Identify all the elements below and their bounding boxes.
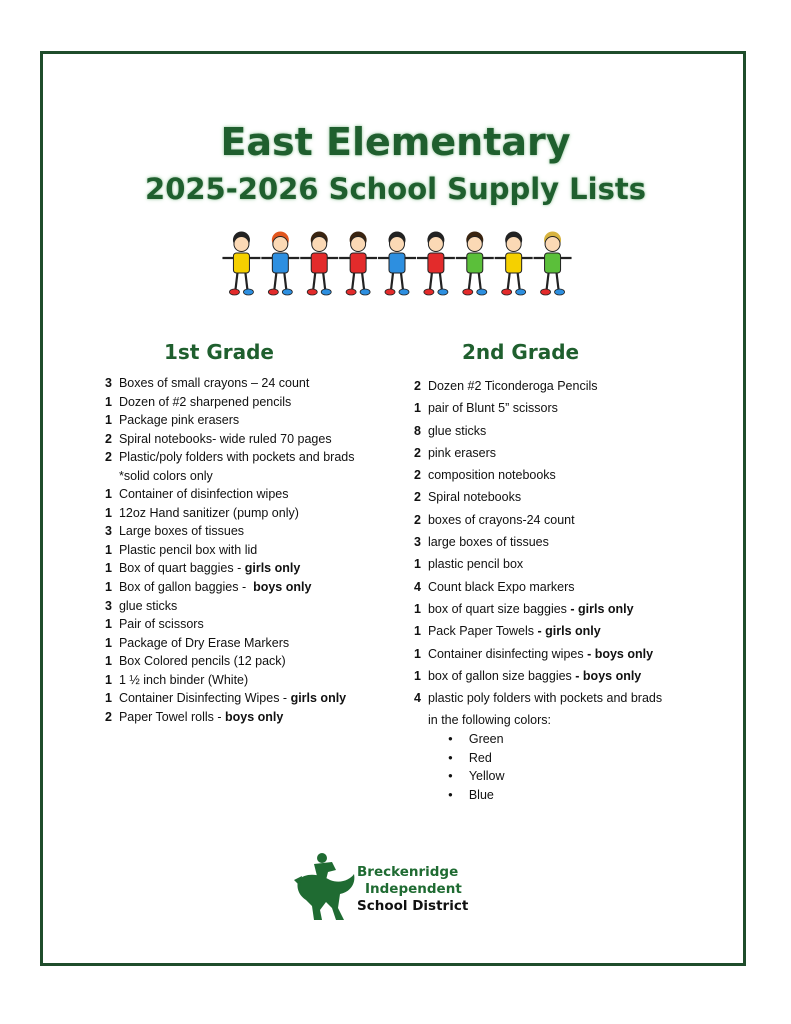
item-text: composition notebooks xyxy=(427,468,556,483)
item-text: Container of disinfection wipes xyxy=(118,487,289,502)
item-text: Pair of scissors xyxy=(118,617,204,632)
supply-item xyxy=(414,531,744,553)
supply-item xyxy=(105,597,400,616)
supply-item xyxy=(414,687,744,709)
page-subtitle: 2025-2026 School Supply Lists xyxy=(145,172,646,206)
supply-item xyxy=(414,442,744,464)
supply-item xyxy=(105,671,400,690)
item-quantity: 3 xyxy=(105,524,112,539)
item-text: box of quart size baggies xyxy=(427,601,571,616)
supply-item xyxy=(105,689,400,708)
child-figure xyxy=(456,232,494,296)
item-text: Container Disinfecting Wipes - xyxy=(118,691,291,706)
supply-item xyxy=(105,485,400,504)
item-text: Large boxes of tissues xyxy=(118,524,245,539)
item-quantity: 4 xyxy=(414,691,421,706)
item-quantity: 1 xyxy=(105,542,112,557)
supply-item xyxy=(414,620,744,642)
supply-item xyxy=(105,708,400,727)
supply-item xyxy=(414,397,744,419)
item-text: Spiral notebooks xyxy=(427,490,522,505)
item-quantity: 1 xyxy=(414,401,421,416)
first-grade-heading: 1st Grade xyxy=(164,340,274,364)
item-note: boys only xyxy=(253,580,312,595)
item-text: Spiral notebooks- wide ruled 70 pages xyxy=(118,431,332,446)
item-text: pair of Blunt 5” scissors xyxy=(427,401,558,416)
supply-item xyxy=(105,578,400,597)
supply-item xyxy=(414,643,744,665)
item-quantity: 1 xyxy=(105,413,112,428)
item-text: plastic pencil box xyxy=(427,557,524,572)
child-figure xyxy=(417,232,455,296)
first-grade-list xyxy=(105,374,400,726)
child-figure xyxy=(378,232,416,296)
district-line-1: Breckenridge xyxy=(357,864,459,880)
children-holding-hands-icon xyxy=(222,230,572,300)
item-text: Count black Expo markers xyxy=(427,579,575,594)
supply-item xyxy=(414,420,744,442)
item-text: Pack Paper Towels xyxy=(427,624,538,639)
item-quantity: 1 xyxy=(105,580,112,595)
supply-item xyxy=(105,522,400,541)
item-note: boys only xyxy=(225,709,284,724)
item-text: Boxes of small crayons – 24 count xyxy=(118,376,310,390)
item-quantity: 3 xyxy=(414,535,421,550)
item-note: - boys only xyxy=(587,646,654,661)
item-quantity: 3 xyxy=(105,598,112,613)
item-quantity: 1 xyxy=(105,505,112,520)
supply-item xyxy=(414,509,744,531)
item-quantity: 1 xyxy=(105,394,112,409)
page-title: East Elementary xyxy=(220,120,571,164)
supply-item xyxy=(105,634,400,653)
item-text: Container disinfecting wipes xyxy=(427,646,588,661)
district-line-2: Independent xyxy=(365,881,462,897)
supply-item xyxy=(105,504,400,523)
item-quantity: 1 xyxy=(414,624,421,639)
item-note: - girls only xyxy=(537,624,601,639)
item-text: in the following colors: xyxy=(428,713,551,728)
item-note: - girls only xyxy=(570,601,634,616)
item-text: box of gallon size baggies xyxy=(427,668,576,683)
item-quantity: 4 xyxy=(414,579,421,594)
supply-item xyxy=(105,374,400,393)
supply-item xyxy=(105,411,400,430)
item-quantity: 2 xyxy=(105,709,112,724)
item-note: - boys only xyxy=(575,668,642,683)
district-line-3: School District xyxy=(357,898,469,914)
supply-item xyxy=(414,576,744,598)
item-quantity: 2 xyxy=(414,468,421,483)
supply-item xyxy=(414,709,744,731)
item-text: glue sticks xyxy=(118,598,178,613)
item-quantity: 2 xyxy=(105,450,112,465)
supply-item xyxy=(414,464,744,486)
item-quantity: 3 xyxy=(105,376,112,390)
item-text: Plastic/poly folders with pockets and brads xyxy=(118,450,355,465)
item-quantity: 1 xyxy=(105,635,112,650)
child-figure xyxy=(534,232,572,296)
item-text: boxes of crayons-24 count xyxy=(427,512,575,527)
item-quantity: 2 xyxy=(414,445,421,460)
item-text: Box Colored pencils (12 pack) xyxy=(118,654,286,669)
supply-item xyxy=(105,615,400,634)
bronco-rider-icon xyxy=(292,850,358,922)
item-note: girls only xyxy=(244,561,301,576)
supply-item xyxy=(105,652,400,671)
folder-colors-list xyxy=(448,730,505,804)
item-text: 12oz Hand sanitizer (pump only) xyxy=(118,505,299,520)
district-name xyxy=(357,864,468,915)
child-figure xyxy=(222,232,260,296)
item-quantity: 1 xyxy=(105,561,112,576)
supply-item xyxy=(105,430,400,449)
item-text: pink erasers xyxy=(427,445,497,460)
folder-color: ● Red xyxy=(448,749,505,768)
item-quantity: 2 xyxy=(105,431,112,446)
item-text: Box of quart baggies - xyxy=(118,561,245,576)
supply-item xyxy=(414,598,744,620)
child-figure xyxy=(339,232,377,296)
item-text: *solid colors only xyxy=(119,468,213,483)
item-text: large boxes of tissues xyxy=(427,535,549,550)
supply-item xyxy=(105,467,400,486)
supply-item xyxy=(105,393,400,412)
item-quantity: 1 xyxy=(105,617,112,632)
item-quantity: 1 xyxy=(105,654,112,669)
item-quantity: 1 xyxy=(414,601,421,616)
second-grade-heading: 2nd Grade xyxy=(462,340,580,364)
item-quantity: 1 xyxy=(414,557,421,572)
item-text: Paper Towel rolls - xyxy=(118,709,226,724)
supply-item xyxy=(105,448,400,467)
item-text: Package pink erasers xyxy=(118,413,240,428)
supply-item xyxy=(105,541,400,560)
item-text: Box of gallon baggies - xyxy=(118,580,254,595)
item-quantity: 1 xyxy=(105,487,112,502)
item-quantity: 1 xyxy=(414,646,421,661)
item-quantity: 8 xyxy=(414,423,421,438)
folder-color: ● Green xyxy=(448,730,505,749)
item-text: plastic poly folders with pockets and brads xyxy=(427,691,663,706)
item-quantity: 1 xyxy=(105,691,112,706)
supply-item xyxy=(414,553,744,575)
item-text: 1 ½ inch binder (White) xyxy=(118,672,249,687)
item-quantity: 2 xyxy=(414,379,421,393)
child-figure xyxy=(261,232,299,296)
item-note: girls only xyxy=(290,691,347,706)
folder-color: ● Yellow xyxy=(448,767,505,786)
supply-item xyxy=(414,375,744,397)
item-text: Dozen #2 Ticonderoga Pencils xyxy=(427,379,598,393)
item-text: Package of Dry Erase Markers xyxy=(118,635,290,650)
item-quantity: 1 xyxy=(105,672,112,687)
item-text: Dozen of #2 sharpened pencils xyxy=(118,394,292,409)
second-grade-list xyxy=(414,375,744,732)
supply-item xyxy=(414,486,744,508)
supply-item xyxy=(105,559,400,578)
item-text: Plastic pencil box with lid xyxy=(118,542,258,557)
item-quantity: 1 xyxy=(414,668,421,683)
supply-item xyxy=(414,665,744,687)
child-figure xyxy=(495,232,533,296)
folder-color: ● Blue xyxy=(448,786,505,805)
item-quantity: 2 xyxy=(414,490,421,505)
item-quantity: 2 xyxy=(414,512,421,527)
item-text: glue sticks xyxy=(427,423,487,438)
child-figure xyxy=(300,232,338,296)
